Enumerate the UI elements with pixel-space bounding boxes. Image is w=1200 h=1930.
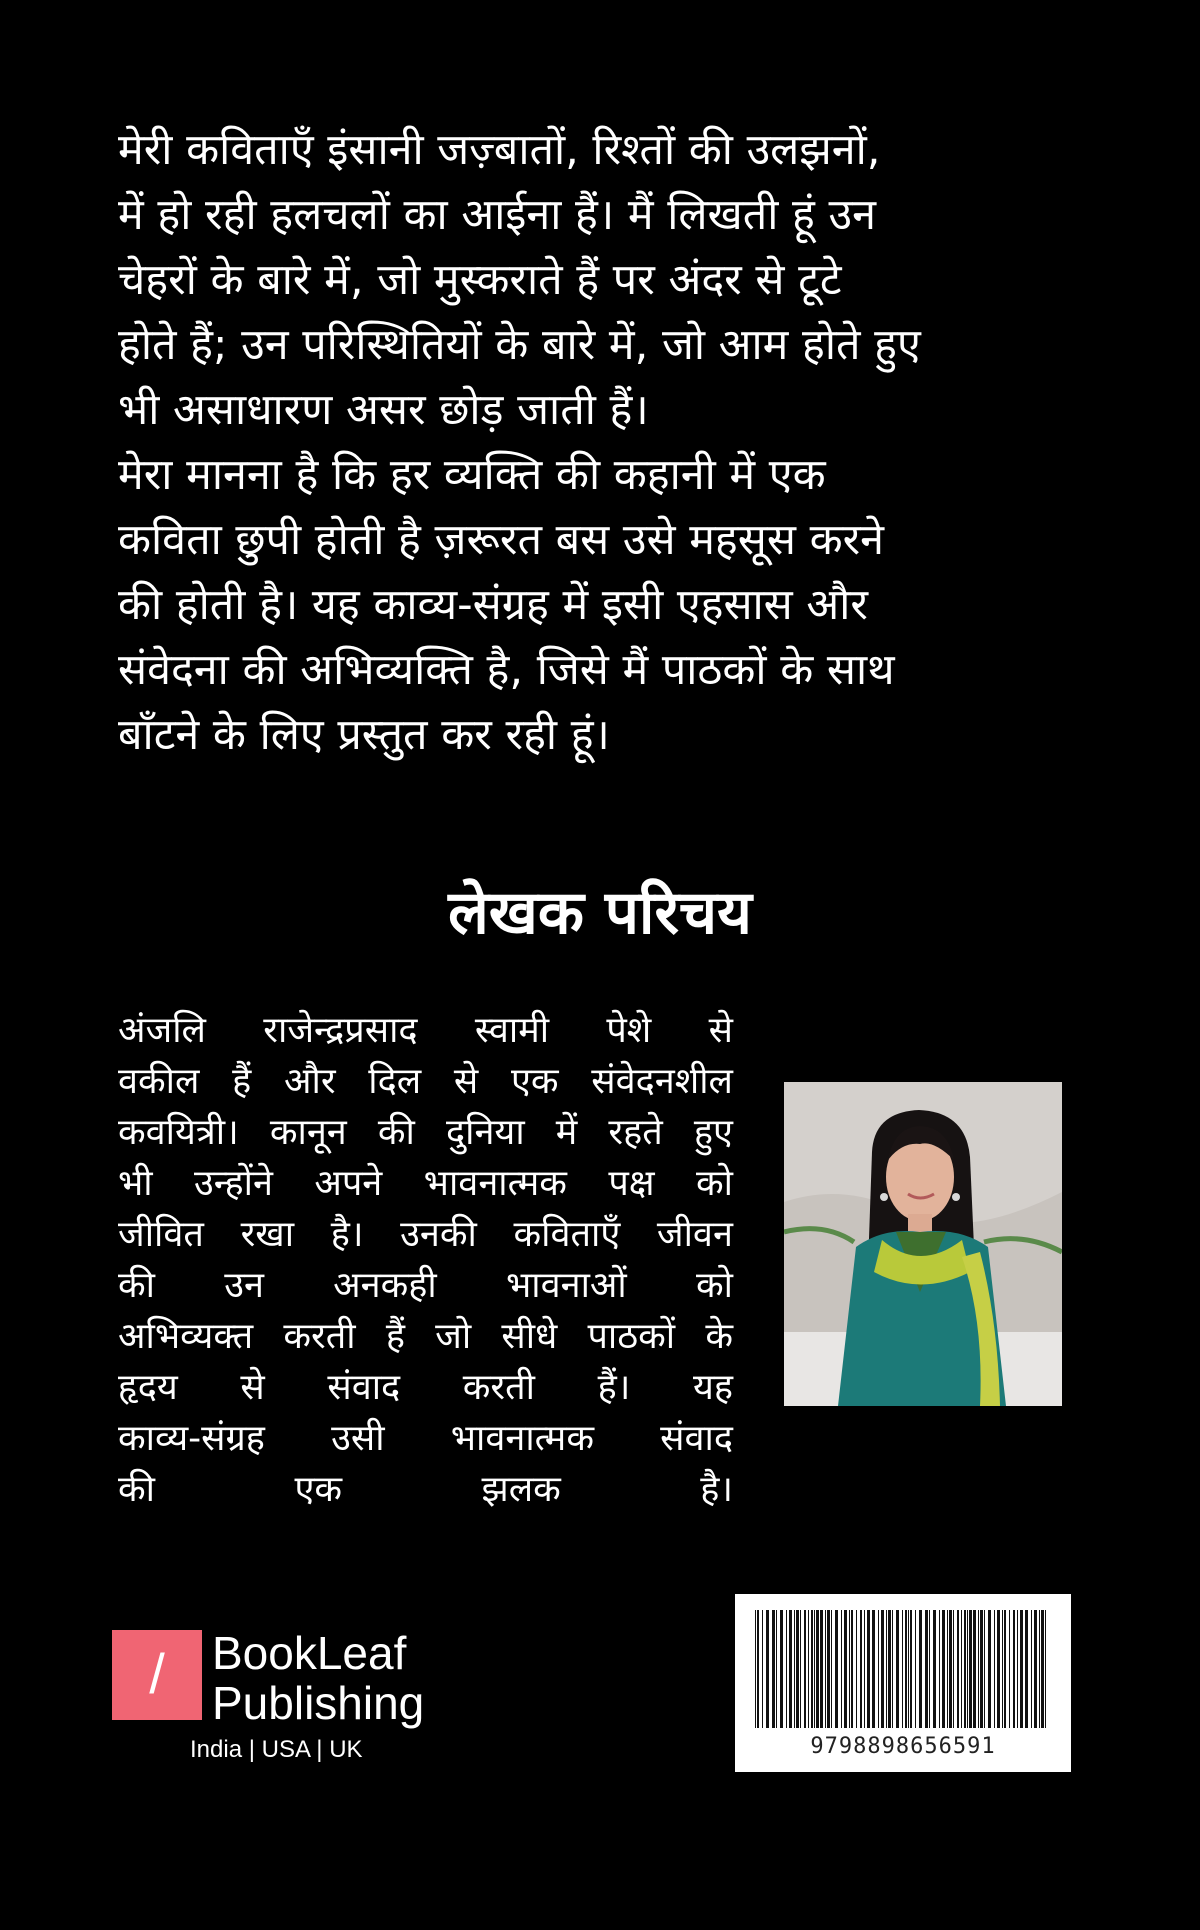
bio-word: रखा (240, 1214, 295, 1255)
barcode-bar (1020, 1610, 1023, 1728)
barcode-bar (1002, 1610, 1003, 1728)
barcode-bar (1039, 1610, 1040, 1728)
barcode-bar (831, 1610, 832, 1728)
barcode-bar (973, 1610, 976, 1728)
bio-line (118, 1107, 733, 1158)
bio-word: भावनाओं (505, 1265, 627, 1306)
isbn-number: 9798898656591 (810, 1734, 996, 1759)
bio-word: संवाद (327, 1367, 401, 1408)
blurb-line: चेहरों के बारे में, जो मुस्कराते हैं पर अंदर से टूटे (118, 255, 842, 305)
publisher-logo-glyph: / (149, 1642, 165, 1705)
bio-word: की (118, 1265, 155, 1306)
bio-word: दिल (368, 1061, 422, 1102)
bio-word: हुए (693, 1112, 733, 1153)
barcode-bar (808, 1610, 809, 1728)
barcode-bar (957, 1610, 959, 1728)
publisher-regions: India | USA | UK (190, 1736, 363, 1763)
barcode-bar (1041, 1610, 1044, 1728)
bio-word: वकील (118, 1061, 200, 1102)
barcode-bar (929, 1610, 930, 1728)
bio-word: कवयित्री। (118, 1112, 239, 1153)
barcode-bar (786, 1610, 787, 1728)
blurb-line: भी असाधारण असर छोड़ जाती हैं। (118, 385, 649, 435)
barcode-bar (961, 1610, 962, 1728)
barcode-bar (814, 1610, 815, 1728)
barcode-bar (776, 1610, 777, 1728)
bio-word: है। (700, 1469, 733, 1510)
bio-word: पाठकों (587, 1316, 676, 1357)
barcode-bar (860, 1610, 862, 1728)
barcode-bar (789, 1610, 792, 1728)
bio-word: अपने (314, 1163, 383, 1204)
bio-line (118, 1362, 733, 1413)
bio-word: उनकी (400, 1214, 477, 1255)
back-cover-blurb (118, 118, 1018, 768)
blurb-line: की होती है। यह काव्य-संग्रह में इसी एहसास और (118, 580, 868, 630)
bio-word: काव्य-संग्रह (118, 1418, 265, 1459)
bio-word: को (695, 1265, 733, 1306)
bio-word: में (555, 1112, 578, 1153)
bio-word: कानून (269, 1112, 347, 1153)
bio-word: उन (224, 1265, 264, 1306)
blurb-line: संवेदना की अभिव्यक्ति है, जिसे मैं पाठकों के साथ (118, 645, 895, 695)
barcode-bar (984, 1610, 985, 1728)
bio-line (118, 1158, 733, 1209)
barcode-bar (997, 1610, 1000, 1728)
barcode-bar (794, 1610, 795, 1728)
barcode-bar (772, 1610, 775, 1728)
bio-word: संवाद (660, 1418, 733, 1459)
blurb-line: बाँटने के लिए प्रस्तुत कर रही हूं। (118, 710, 610, 760)
barcode-bar (825, 1610, 826, 1728)
bio-word: उसी (331, 1418, 385, 1459)
bio-word: स्वामी (474, 1010, 550, 1051)
bio-word: की (377, 1112, 415, 1153)
bio-line (118, 1413, 733, 1464)
barcode-bar (816, 1610, 819, 1728)
barcode-bar (762, 1610, 763, 1728)
barcode-bar (1017, 1610, 1018, 1728)
barcode-bar (867, 1610, 870, 1728)
barcode-bar (988, 1610, 991, 1728)
barcode-bar (886, 1610, 887, 1728)
barcode-bar (864, 1610, 865, 1728)
barcode-bar (905, 1610, 907, 1728)
bio-word: उन्होंने (194, 1163, 273, 1204)
barcode-bar (835, 1610, 838, 1728)
bio-word: भावनात्मक (450, 1418, 594, 1459)
bio-word: एक (294, 1469, 343, 1510)
barcode-bar (780, 1610, 783, 1728)
bio-word: हृदय (118, 1367, 178, 1408)
bio-word: जो (435, 1316, 472, 1357)
barcode-bar (939, 1610, 940, 1728)
barcode-bar (878, 1610, 879, 1728)
barcode-bar (925, 1610, 928, 1728)
barcode-bar (755, 1610, 756, 1728)
publisher-logo-mark (112, 1630, 202, 1720)
barcode-bar (1025, 1610, 1028, 1728)
barcode-bar (811, 1610, 813, 1728)
barcode-bar (947, 1610, 948, 1728)
barcode-bar (851, 1610, 853, 1728)
bio-word: अभिव्यक्त (118, 1316, 254, 1357)
bio-word: से (453, 1061, 479, 1102)
barcode-bar (902, 1610, 903, 1728)
bio-word: करती (283, 1316, 356, 1357)
barcode-bar (892, 1610, 893, 1728)
barcode-bar (888, 1610, 891, 1728)
barcode-bar (949, 1610, 952, 1728)
bio-word: दुनिया (446, 1112, 525, 1153)
bio-word: अनकही (333, 1265, 437, 1306)
publisher-name (212, 1628, 472, 1728)
barcode-bars (751, 1610, 1055, 1728)
bio-word: पक्ष (608, 1163, 655, 1204)
barcode-bar (1034, 1610, 1037, 1728)
bio-line (118, 1209, 733, 1260)
author-bio (118, 1005, 733, 1515)
barcode-bar (766, 1610, 769, 1728)
publisher-name-line1: BookLeaf (212, 1627, 407, 1679)
bio-word: यह (692, 1367, 733, 1408)
isbn-barcode (735, 1594, 1071, 1772)
barcode-bar (1009, 1610, 1010, 1728)
bio-word: कविताएँ (513, 1214, 621, 1255)
bio-line (118, 1311, 733, 1362)
blurb-line: मेरी कविताएँ इंसानी जज़्बातों, रिश्तों की उलझनों, (118, 125, 881, 175)
blurb-line: में हो रही हलचलों का आईना हैं। मैं लिखती हूं उन (118, 190, 876, 240)
bio-line (118, 1056, 733, 1107)
barcode-bar (978, 1610, 979, 1728)
bio-word: पेशे (606, 1010, 652, 1051)
bio-word: करती (462, 1367, 535, 1408)
bio-line (118, 1464, 733, 1515)
bio-word: संवेदनशील (591, 1061, 733, 1102)
barcode-bar (796, 1610, 799, 1728)
barcode-bar (820, 1610, 823, 1728)
barcode-bar (1004, 1610, 1006, 1728)
bio-word: रहते (608, 1112, 663, 1153)
barcode-bar (942, 1610, 945, 1728)
bio-word: भावनात्मक (423, 1163, 567, 1204)
blurb-line: होते हैं; उन परिस्थितियों के बारे में, जो आम होते हुए (118, 320, 921, 370)
bio-word: भी (118, 1163, 153, 1204)
bio-word: राजेन्द्रप्रसाद (263, 1010, 418, 1051)
blurb-line: मेरा मानना है कि हर व्यक्ति की कहानी में एक (118, 450, 826, 500)
bio-line (118, 1260, 733, 1311)
barcode-bar (881, 1610, 884, 1728)
bio-word: हैं (385, 1316, 405, 1357)
bio-word: के (705, 1316, 733, 1357)
barcode-bar (915, 1610, 916, 1728)
barcode-bar (980, 1610, 983, 1728)
publisher-name-line2: Publishing (212, 1677, 425, 1729)
barcode-bar (933, 1610, 936, 1728)
barcode-bar (953, 1610, 954, 1728)
bio-word: को (695, 1163, 733, 1204)
barcode-bar (919, 1610, 922, 1728)
bio-word: सीधे (501, 1316, 558, 1357)
barcode-bar (800, 1610, 801, 1728)
barcode-bar (844, 1610, 847, 1728)
author-photo (784, 1082, 1062, 1406)
bio-word: जीवन (656, 1214, 733, 1255)
barcode-bar (849, 1610, 850, 1728)
barcode-bar (804, 1610, 806, 1728)
barcode-bar (967, 1610, 968, 1728)
bio-word: और (284, 1061, 336, 1102)
barcode-bar (856, 1610, 857, 1728)
barcode-bar (1045, 1610, 1046, 1728)
barcode-bar (1031, 1610, 1032, 1728)
bio-word: है। (330, 1214, 364, 1255)
barcode-bar (841, 1610, 842, 1728)
barcode-bar (910, 1610, 912, 1728)
bio-word: हैं (232, 1061, 252, 1102)
bio-word: जीवित (118, 1214, 204, 1255)
bio-word: झलक (481, 1469, 561, 1510)
barcode-bar (964, 1610, 966, 1728)
barcode-bar (994, 1610, 995, 1728)
bio-word: अंजलि (118, 1010, 206, 1051)
barcode-bar (757, 1610, 759, 1728)
blurb-line: कविता छुपी होती है ज़रूरत बस उसे महसूस करने (118, 515, 885, 565)
barcode-bar (969, 1610, 972, 1728)
author-intro-heading: लेखक परिचय (448, 878, 752, 948)
bio-word: से (708, 1010, 733, 1051)
bio-word: हैं। (597, 1367, 631, 1408)
barcode-bar (872, 1610, 875, 1728)
barcode-bar (1013, 1610, 1015, 1728)
bio-word: से (240, 1367, 265, 1408)
barcode-bar (908, 1610, 909, 1728)
barcode-bar (896, 1610, 899, 1728)
barcode-bar (827, 1610, 830, 1728)
bio-word: की (118, 1469, 155, 1510)
bio-line (118, 1005, 733, 1056)
bio-word: एक (510, 1061, 559, 1102)
